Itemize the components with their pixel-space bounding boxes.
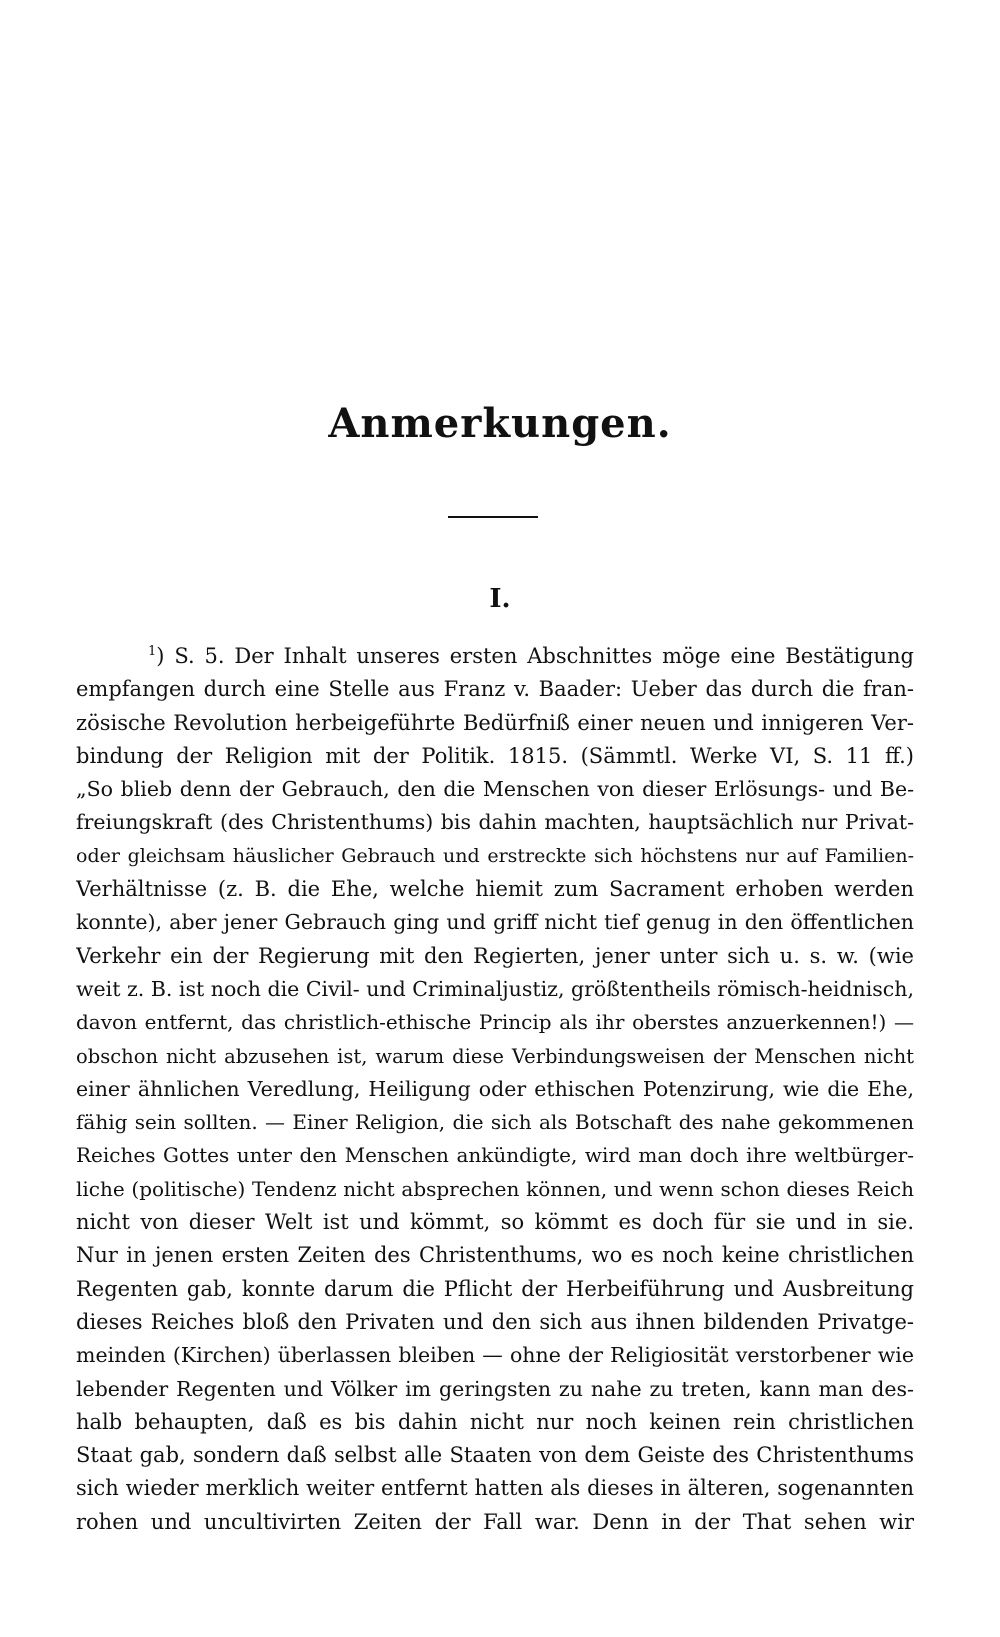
footnote-marker: 1 [148, 644, 157, 659]
text-line: einer ähnlichen Veredlung, Heiligung oder ethischen Potenzirung, wie die Ehe, [76, 1076, 914, 1101]
text-line: bindung der Religion mit der Politik. 1815. (Sämmtl. Werke VI, S. 11 ff.) [76, 743, 914, 768]
text-line: freiungskraft (des Christenthums) bis dahin machten, hauptsächlich nur Privat- [76, 810, 914, 835]
text-line: Reiches Gottes unter den Menschen ankündigte, wird man doch ihre weltbürger- [76, 1143, 914, 1168]
text-line: dieses Reiches bloß den Privaten und den sich aus ihnen bildenden Privatge- [76, 1309, 914, 1334]
text-line-content: ) S. 5. Der Inhalt unseres ersten Abschnittes möge eine Bestätigung [156, 644, 914, 668]
text-line: Verhältnisse (z. B. die Ehe, welche hiemit zum Sacrament erhoben werden [76, 877, 914, 902]
text-line: meinden (Kirchen) überlassen bleiben — ohne der Religiosität verstorbener wie [76, 1343, 914, 1368]
text-line: obschon nicht abzusehen ist, warum diese Verbindungsweisen der Menschen nicht [76, 1044, 914, 1068]
text-line: konnte), aber jener Gebrauch ging und griff nicht tief genug in den öffentlichen [76, 910, 914, 935]
text-line: Verkehr ein der Regierung mit den Regierten, jener unter sich u. s. w. (wie [76, 943, 914, 968]
section-number: I. [489, 584, 511, 614]
text-line: liche (politische) Tendenz nicht absprechen können, und wenn schon dieses Reich [76, 1176, 914, 1201]
text-line: nicht von dieser Welt ist und kömmt, so kömmt es doch für sie und in sie. [76, 1210, 914, 1235]
title-divider [448, 516, 538, 518]
footnote-body [76, 640, 914, 1539]
text-line: halb behaupten, daß es bis dahin nicht nur noch keinen rein christlichen [76, 1409, 914, 1434]
text-line: sich wieder merklich weiter entfernt hatten als dieses in älteren, sogenannten [76, 1476, 914, 1501]
text-line: fähig sein sollten. — Einer Religion, die sich als Botschaft des nahe gekommenen [76, 1110, 914, 1135]
text-line: lebender Regenten und Völker im geringsten zu nahe zu treten, kann man des- [76, 1376, 914, 1401]
text-line: rohen und uncultivirten Zeiten der Fall war. Denn in der That sehen wir [76, 1509, 914, 1534]
text-line: „So blieb denn der Gebrauch, den die Menschen von dieser Erlösungs- und Be- [76, 777, 914, 802]
text-line: zösische Revolution herbeigeführte Bedürfniß einer neuen und innigeren Ver- [76, 710, 914, 735]
text-line: weit z. B. ist noch die Civil- und Criminaljustiz, größtentheils römisch-heidnisch, [76, 976, 914, 1001]
text-line: Staat gab, sondern daß selbst alle Staaten von dem Geiste des Christenthums [76, 1443, 914, 1468]
text-line: empfangen durch eine Stelle aus Franz v. Baader: Ueber das durch die fran- [76, 677, 914, 702]
text-line: Nur in jenen ersten Zeiten des Christenthums, wo es noch keine christlichen [76, 1243, 914, 1268]
text-line [76, 640, 914, 673]
page-title: Anmerkungen. [328, 400, 672, 447]
text-line: davon entfernt, das christlich-ethische Princip als ihr oberstes anzuerkennen!) — [76, 1010, 914, 1035]
text-line: oder gleichsam häuslicher Gebrauch und erstreckte sich höchstens nur auf Familien- [76, 844, 914, 867]
text-line: Regenten gab, konnte darum die Pflicht der Herbeiführung und Ausbreitung [76, 1276, 914, 1301]
